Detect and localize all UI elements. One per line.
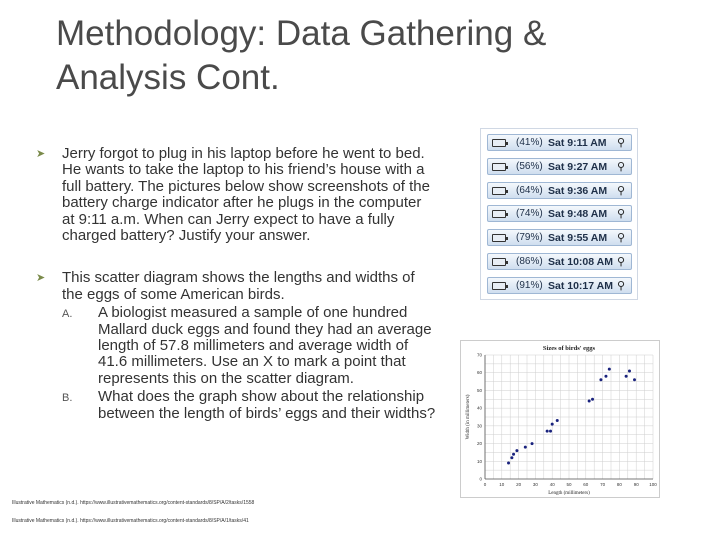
search-icon: ⚲ bbox=[616, 208, 625, 221]
battery-row bbox=[487, 182, 632, 199]
battery-icon bbox=[492, 234, 506, 242]
footnote: Illustrative Mathematics (n.d.). https://www.illustrativemathematics.org/content-standards/8/SP/A/2/tasks/1558 bbox=[12, 500, 255, 506]
y-tick-label: 0 bbox=[479, 476, 482, 482]
scatter-svg bbox=[461, 341, 659, 497]
battery-percent: (91%) bbox=[516, 279, 543, 291]
data-point bbox=[512, 453, 515, 456]
battery-icon bbox=[492, 210, 506, 218]
data-point bbox=[510, 456, 513, 459]
arrow-bullet-icon: ➤ bbox=[36, 148, 46, 160]
y-tick-label: 20 bbox=[476, 441, 482, 447]
battery-percent: (56%) bbox=[516, 160, 543, 172]
data-point bbox=[625, 375, 628, 378]
sub-text: What does the graph show about the relationship between the length of birds’ eggs and their widths? bbox=[98, 388, 436, 422]
search-icon: ⚲ bbox=[616, 279, 625, 292]
data-point bbox=[608, 368, 611, 371]
data-point bbox=[628, 369, 631, 372]
x-tick-label: 90 bbox=[633, 482, 639, 487]
battery-percent: (79%) bbox=[516, 232, 543, 244]
data-point bbox=[588, 400, 591, 403]
data-point bbox=[515, 449, 518, 452]
data-point bbox=[551, 423, 554, 426]
data-point bbox=[633, 378, 636, 381]
battery-time: Sat 9:48 AM bbox=[548, 208, 608, 221]
data-point bbox=[549, 430, 552, 433]
data-point bbox=[524, 446, 527, 449]
battery-percent: (64%) bbox=[516, 184, 543, 196]
battery-time: Sat 10:17 AM bbox=[548, 279, 613, 292]
x-tick-label: 60 bbox=[583, 482, 589, 487]
battery-icon bbox=[492, 258, 506, 266]
data-point bbox=[599, 378, 602, 381]
chart-title: Sizes of birds' eggs bbox=[542, 345, 596, 352]
x-tick-label: 20 bbox=[516, 482, 522, 487]
data-point bbox=[531, 442, 534, 445]
sub-letter: B. bbox=[62, 392, 73, 405]
y-tick-label: 30 bbox=[476, 423, 482, 429]
battery-time: Sat 9:36 AM bbox=[548, 184, 608, 197]
x-tick-label: 30 bbox=[532, 482, 538, 487]
battery-time: Sat 9:11 AM bbox=[548, 137, 607, 149]
x-tick-label: 100 bbox=[649, 482, 657, 487]
battery-icon bbox=[492, 163, 506, 171]
bullet-list bbox=[36, 146, 436, 422]
y-tick-label: 70 bbox=[476, 352, 482, 358]
scatter-chart bbox=[460, 340, 660, 498]
battery-row bbox=[487, 253, 632, 270]
battery-row bbox=[487, 205, 632, 222]
y-tick-label: 10 bbox=[476, 458, 482, 464]
x-tick-label: 40 bbox=[549, 482, 555, 487]
battery-icon bbox=[492, 139, 506, 147]
battery-row bbox=[487, 134, 632, 151]
battery-percent: (41%) bbox=[516, 137, 543, 148]
sub-item-b bbox=[62, 389, 436, 422]
data-point bbox=[591, 398, 594, 401]
x-tick-label: 0 bbox=[483, 482, 487, 487]
y-tick-label: 60 bbox=[476, 370, 482, 376]
data-point bbox=[507, 462, 510, 465]
battery-percent: (74%) bbox=[516, 208, 543, 220]
battery-icon bbox=[492, 187, 506, 195]
data-point bbox=[604, 375, 607, 378]
battery-percent: (86%) bbox=[516, 256, 543, 267]
bullet-item bbox=[36, 270, 436, 422]
footnote: Illustrative Mathematics (n.d.). https://www.illustrativemathematics.org/content-standards/8/SP/A/1/tasks/41 bbox=[12, 518, 249, 524]
y-tick-label: 50 bbox=[476, 387, 482, 393]
page-title: Methodology: Data Gathering & Analysis Cont. bbox=[56, 14, 547, 97]
y-axis-label: Width (in millimeters) bbox=[466, 394, 471, 440]
battery-time: Sat 10:08 AM bbox=[548, 256, 613, 268]
x-tick-label: 80 bbox=[616, 482, 622, 487]
search-icon: ⚲ bbox=[616, 232, 625, 245]
y-tick-label: 40 bbox=[476, 405, 482, 411]
battery-row bbox=[487, 229, 632, 246]
bullet-text: This scatter diagram shows the lengths and widths of the eggs of some American birds. bbox=[62, 269, 415, 303]
sub-item-a bbox=[62, 305, 436, 387]
battery-screenshots bbox=[480, 128, 638, 300]
battery-time: Sat 9:27 AM bbox=[548, 160, 608, 173]
x-tick-label: 10 bbox=[499, 482, 505, 487]
battery-row bbox=[487, 158, 632, 175]
search-icon: ⚲ bbox=[616, 256, 625, 268]
battery-icon bbox=[492, 282, 506, 290]
x-tick-label: 70 bbox=[600, 482, 606, 487]
search-icon: ⚲ bbox=[616, 184, 625, 197]
data-point bbox=[546, 430, 549, 433]
battery-row bbox=[487, 277, 632, 294]
arrow-bullet-icon: ➤ bbox=[36, 272, 46, 285]
search-icon: ⚲ bbox=[616, 160, 625, 173]
bullet-text: Jerry forgot to plug in his laptop before he went to bed. He wants to take the laptop to his friend’s house with a full battery. The pictures below show screenshots of the battery charge indicator after he plugs in the computer at 9:11 a.m. When can Jerry expect to have a fully charged battery? Justify your answer. bbox=[62, 145, 430, 245]
sub-text: A biologist measured a sample of one hundred Mallard duck eggs and found they had an average length of 57.8 millimeters and average width of 41.6 millimeters. Use an X to mark a point that represents this on the scatter diagram. bbox=[98, 304, 432, 387]
battery-time: Sat 9:55 AM bbox=[548, 232, 608, 245]
bullet-item bbox=[36, 146, 436, 244]
data-point bbox=[556, 419, 559, 422]
x-axis-label: Length (millimeters) bbox=[548, 491, 590, 496]
search-icon: ⚲ bbox=[616, 137, 625, 149]
x-tick-label: 50 bbox=[566, 482, 572, 487]
sub-letter: A. bbox=[62, 308, 73, 321]
